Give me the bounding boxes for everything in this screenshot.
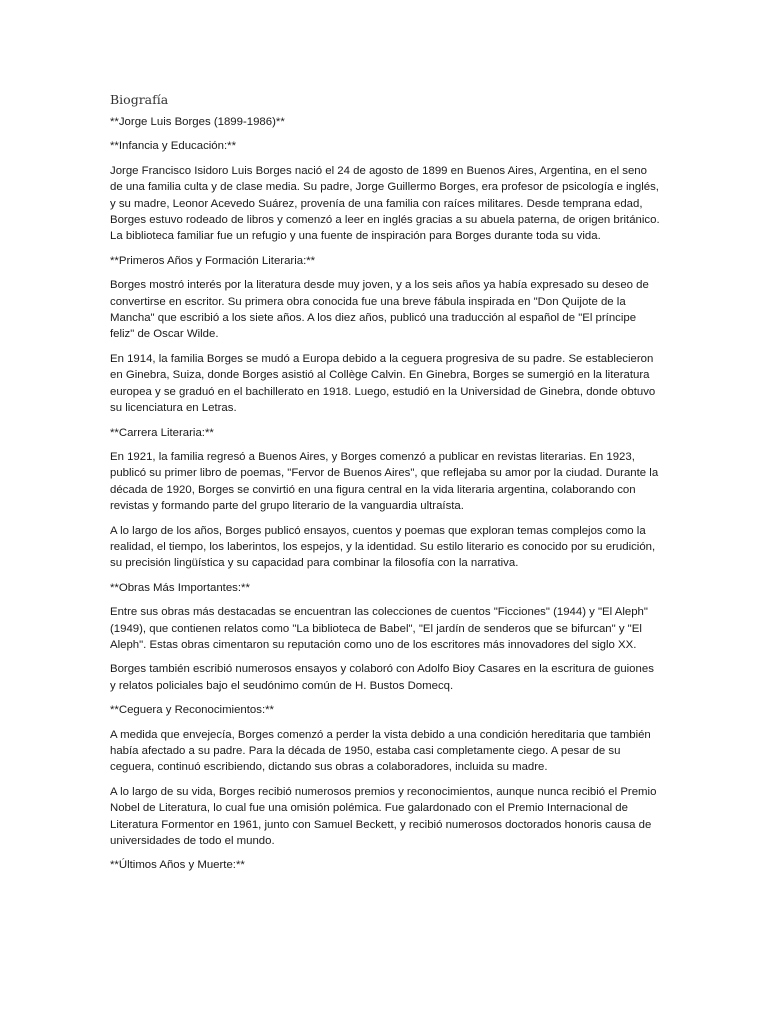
- heading-name: **Jorge Luis Borges (1899-1986)**: [110, 116, 285, 128]
- heading-carrera: **Carrera Literaria:**: [110, 426, 214, 439]
- paragraph-primeros-anos-1: Borges mostró interés por la literatura desde muy joven, y a los seis años ya había expresado su deseo de convertirse en escritor. Su primera obra conocida fue una breve fábula inspirada en "Don Quijote de la Mancha" que escribió a los siete años. A los diez años, publicó una traducción al español de "El príncipe feliz" de Oscar Wilde.: [110, 279, 649, 341]
- paragraph-ceguera-1: A medida que envejecía, Borges comenzó a perder la vista debido a una condición hereditaria que también había afectado a su padre. Para la década de 1950, estaba casi completamente ciego. A pesar de su ceguera, continuó escribiendo, dictando sus obras a colaboradores, incluida su madre.: [110, 728, 651, 774]
- heading-primeros-anos: **Primeros Años y Formación Literaria:**: [110, 254, 316, 267]
- heading-obras: **Obras Más Importantes:**: [110, 581, 250, 594]
- document-page: [110, 92, 660, 882]
- paragraph-obras-1: Entre sus obras más destacadas se encuentran las colecciones de cuentos "Ficciones" (1944) y "El Aleph" (1949), que contienen relatos como "La biblioteca de Babel", "El jardín de senderos que se bifurcan" y "El Aleph". Estas obras cimentaron su reputación como uno de los escritores más innovadores del siglo XX.: [110, 606, 648, 651]
- heading-infancia: **Infancia y Educación:**: [110, 140, 237, 153]
- paragraph-infancia: Jorge Francisco Isidoro Luis Borges nació el 24 de agosto de 1899 en Buenos Aires, Argentina, en el seno de una familia culta y de clase media. Su padre, Jorge Guillermo Borges, era profesor de psicología e inglés, y su madre, Leonor Acevedo Suárez, provenía de una familia con raíces militares. Desde temprana edad, Borges estuvo rodeado de libros y comenzó a leer en inglés gracias a su abuela paterna, de origen británico. La biblioteca familiar fue un refugio y una fuente de inspiración para Borges durante toda su vida.: [110, 164, 660, 243]
- paragraph-primeros-anos-2: En 1914, la familia Borges se mudó a Europa debido a la ceguera progresiva de su padre. Se establecieron en Ginebra, Suiza, donde Borges asistió al Collège Calvin. En Ginebra, Borges se sumergió en la literatura europea y se graduó en el bachillerato en 1918. Luego, estudió en la Universidad de Ginebra, donde obtuvo su licenciatura en Letras.: [110, 352, 656, 415]
- paragraph-carrera-1: En 1921, la familia regresó a Buenos Aires, y Borges comenzó a publicar en revistas literarias. En 1923, publicó su primer libro de poemas, "Fervor de Buenos Aires", que reflejaba su amor por la ciudad. Durante la década de 1920, Borges se convirtió en una figura central en la vida literaria argentina, colaborando con revistas y formando parte del grupo literario de la vanguardia ultraísta.: [110, 450, 659, 513]
- document-title: Biografía: [110, 92, 169, 107]
- paragraph-carrera-2: A lo largo de los años, Borges publicó ensayos, cuentos y poemas que exploran temas complejos como la realidad, el tiempo, los laberintos, los espejos, y la identidad. Su estilo literario es conocido por su erudición, su precisión lingüística y su capacidad para combinar la filosofía con la narrativa.: [110, 524, 656, 570]
- paragraph-obras-2: Borges también escribió numerosos ensayos y colaboró con Adolfo Bioy Casares en la escritura de guiones y relatos policiales bajo el seudónimo común de H. Bustos Domecq.: [110, 663, 654, 692]
- paragraph-ceguera-2: A lo largo de su vida, Borges recibió numerosos premios y reconocimientos, aunque nunca recibió el Premio Nobel de Literatura, lo cual fue una omisión polémica. Fue galardonado con el Premio Internacional de Literatura Formentor en 1961, junto con Samuel Beckett, y recibió numerosos doctorados honoris causa de universidades de todo el mundo.: [110, 785, 657, 848]
- heading-ultimos-anos: **Últimos Años y Muerte:**: [110, 859, 245, 872]
- heading-ceguera: **Ceguera y Reconocimientos:**: [110, 704, 274, 717]
